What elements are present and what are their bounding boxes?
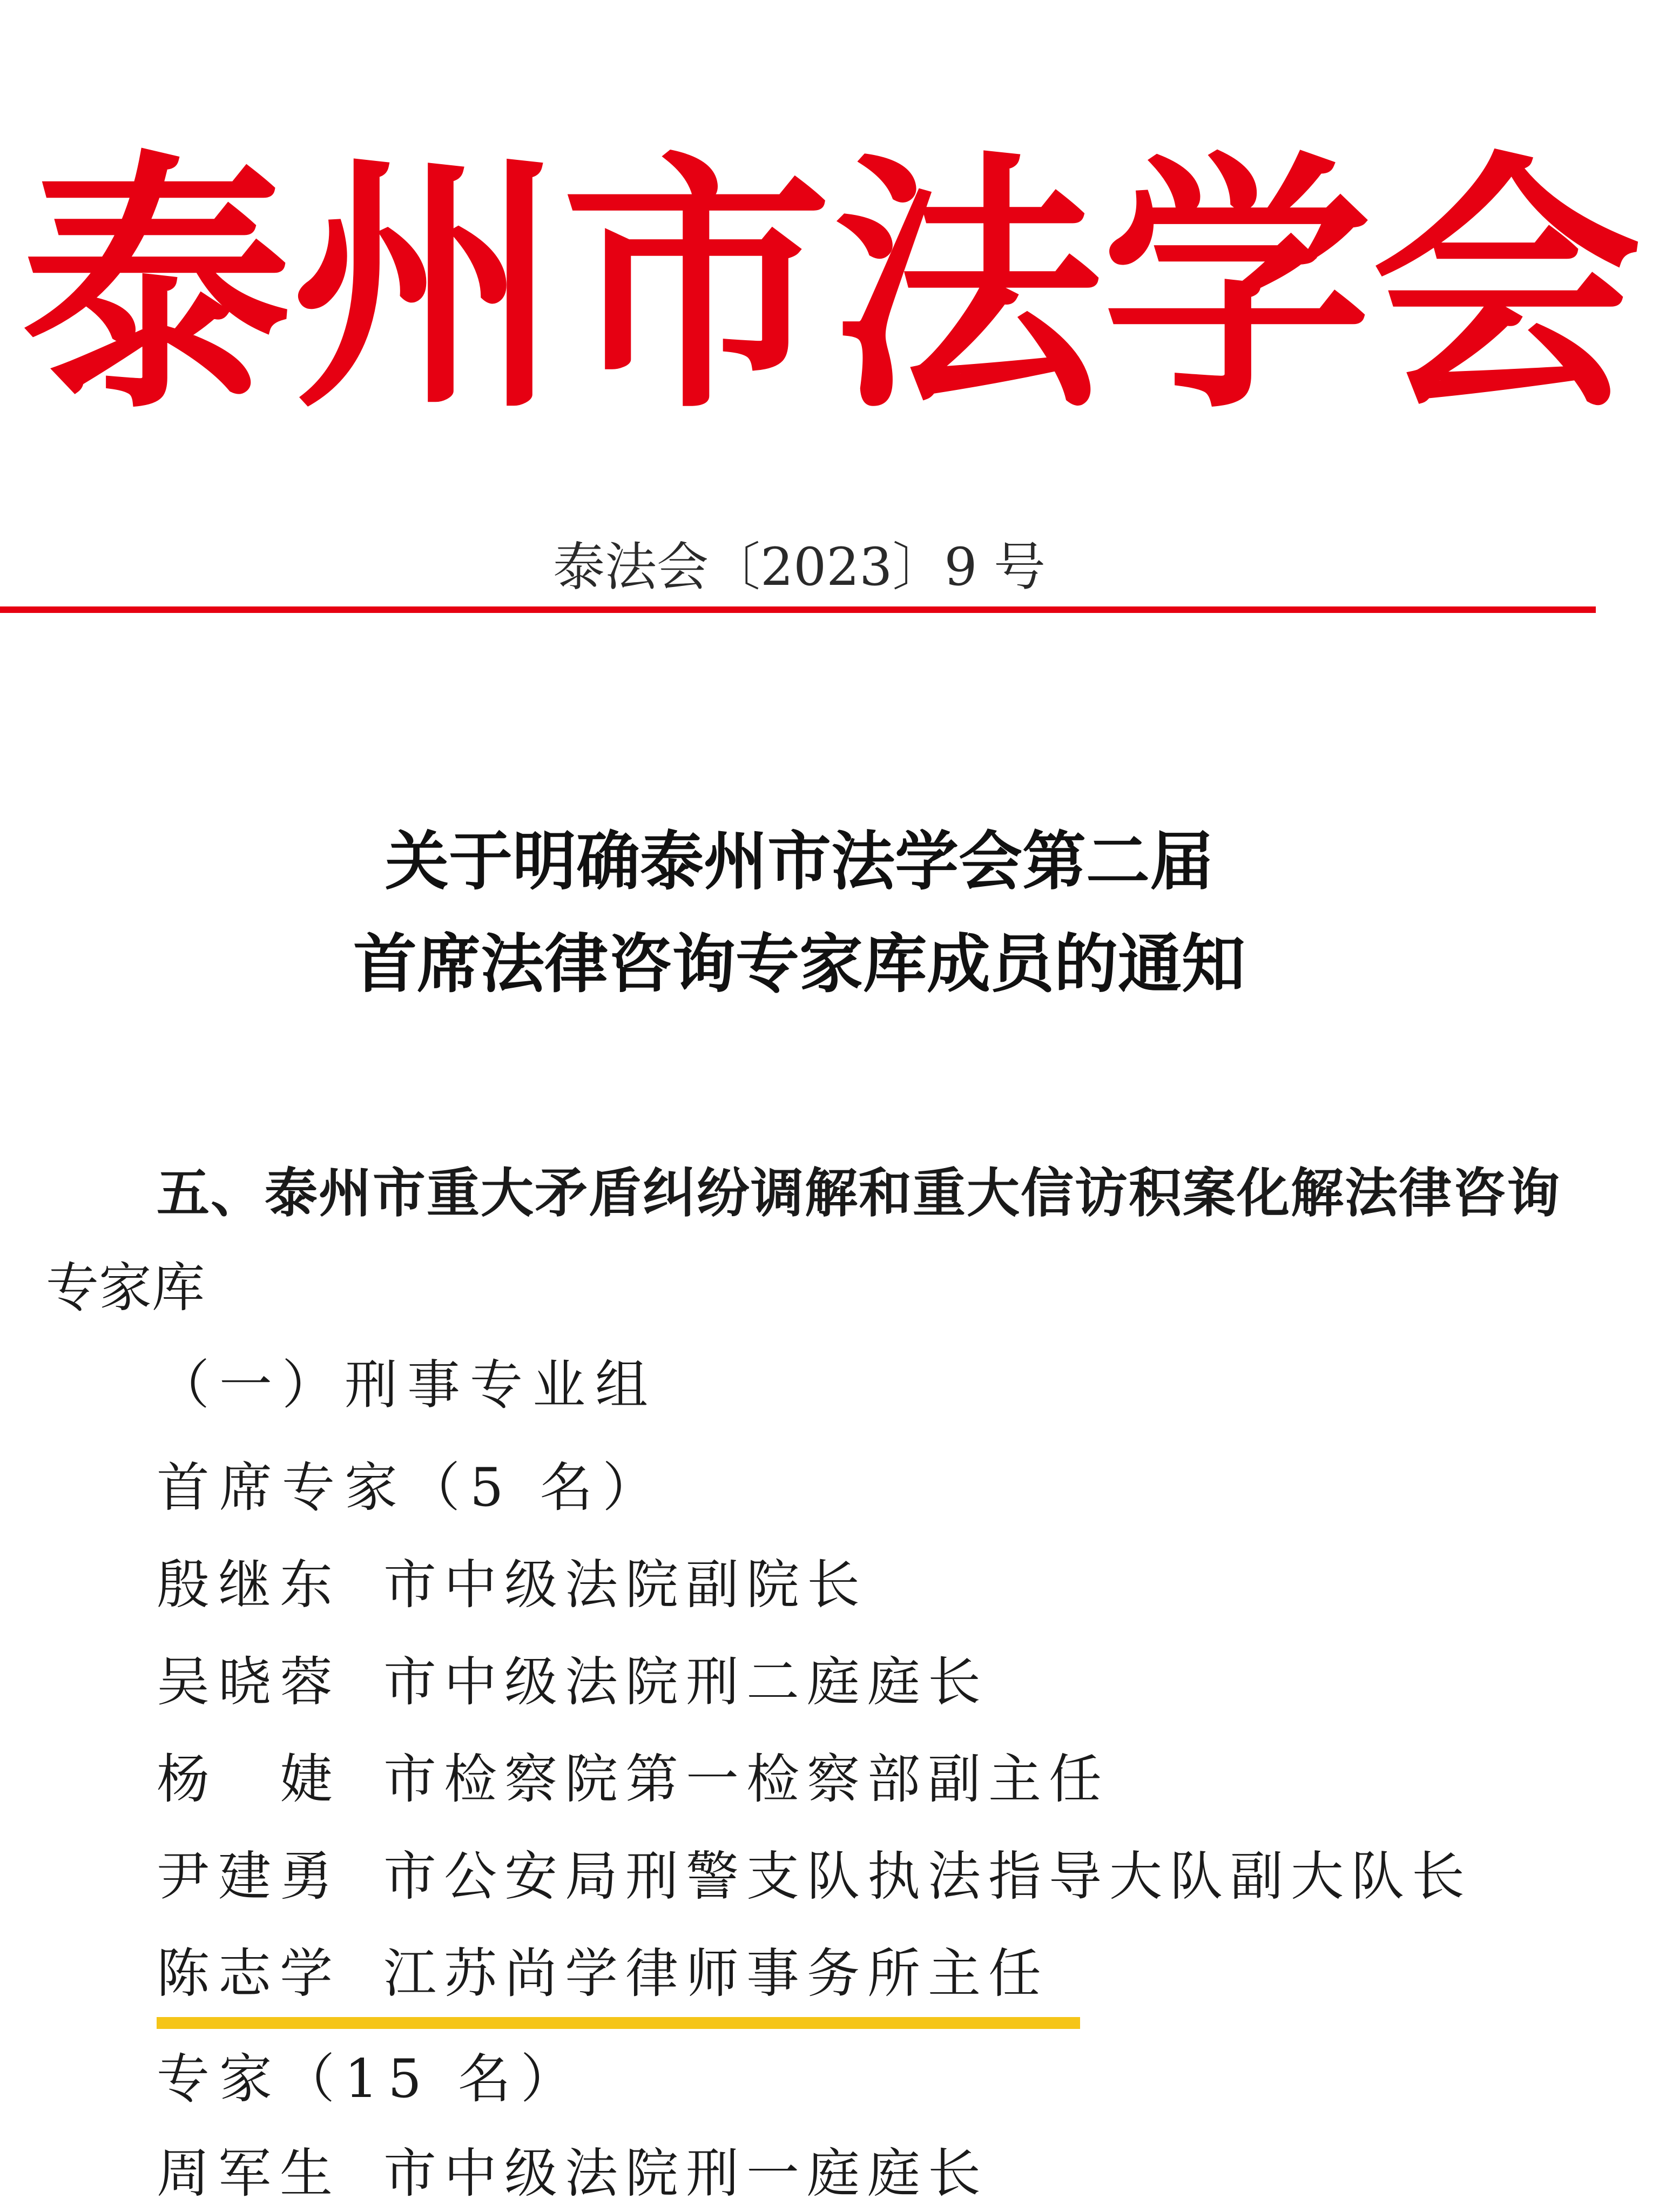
document-title-line-2: 首席法律咨询专家库成员的通知 bbox=[353, 926, 1245, 1001]
expert-row bbox=[157, 2136, 988, 2211]
experts-label: 专家（15 名） bbox=[157, 2048, 583, 2110]
expert-row bbox=[157, 1644, 988, 1720]
masthead-char: 学 bbox=[1102, 127, 1372, 444]
red-divider bbox=[0, 606, 1596, 613]
expert-title: 市公安局刑警支队执法指导大队副大队长 bbox=[383, 1846, 1473, 1907]
masthead-char: 泰 bbox=[22, 127, 292, 444]
section-heading: 五、泰州市重大矛盾纠纷调解和重大信访积案化解法律咨询 bbox=[157, 1162, 1561, 1224]
expert-row bbox=[157, 1547, 867, 1623]
group-heading: （一）刑事专业组 bbox=[157, 1354, 658, 1416]
expert-name: 尹建勇 bbox=[157, 1846, 342, 1907]
expert-row bbox=[157, 1742, 1109, 1817]
section-heading-continuation: 专家库 bbox=[46, 1257, 205, 1319]
masthead-char: 州 bbox=[292, 127, 562, 444]
masthead-char: 会 bbox=[1372, 127, 1642, 444]
expert-name: 殷继东 bbox=[157, 1554, 342, 1616]
masthead-char: 法 bbox=[832, 127, 1102, 444]
expert-name: 陈志学 bbox=[157, 1943, 342, 2005]
document-number: 泰法会〔2023〕9 号 bbox=[553, 537, 1046, 597]
expert-row-highlighted bbox=[157, 1936, 1049, 2012]
expert-name: 杨 婕 bbox=[157, 1749, 342, 1810]
expert-row bbox=[157, 1839, 1472, 1914]
expert-title: 市检察院第一检察部副主任 bbox=[383, 1749, 1110, 1810]
expert-title: 市中级法院副院长 bbox=[383, 1554, 868, 1616]
expert-name: 周军生 bbox=[157, 2143, 342, 2204]
masthead-char: 市 bbox=[562, 127, 832, 444]
highlight-underline bbox=[157, 2017, 1080, 2029]
expert-name: 吴晓蓉 bbox=[157, 1651, 342, 1713]
document-title-line-1: 关于明确泰州市法学会第二届 bbox=[385, 824, 1213, 899]
masthead bbox=[22, 127, 1642, 444]
chief-experts-label: 首席专家（5 名） bbox=[157, 1457, 665, 1519]
expert-title: 市中级法院刑一庭庭长 bbox=[383, 2143, 989, 2204]
expert-title: 江苏尚学律师事务所主任 bbox=[383, 1943, 1049, 2005]
expert-title: 市中级法院刑二庭庭长 bbox=[383, 1651, 989, 1713]
